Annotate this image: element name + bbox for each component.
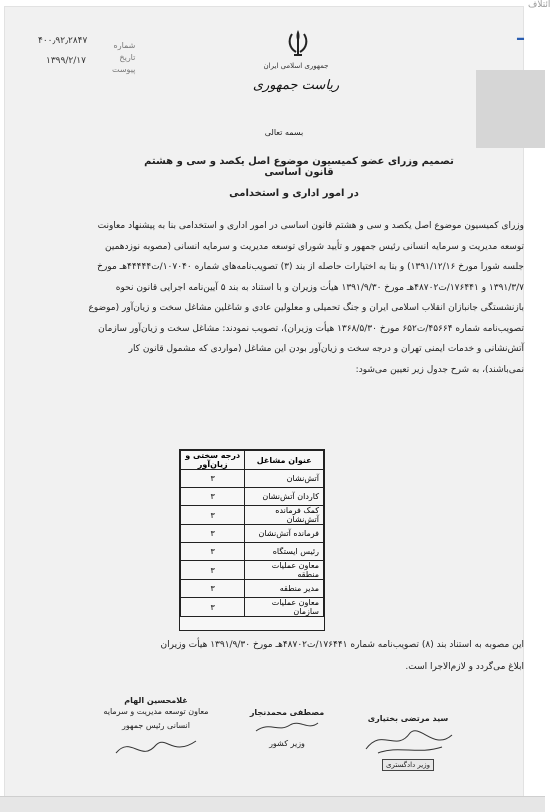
cell-job-title: کاردان آتش‌نشان [245, 488, 324, 506]
cell-degree: ۳ [181, 598, 245, 617]
cell-degree: ۳ [181, 525, 245, 543]
corner-label: ائتلاف [528, 0, 550, 10]
reference-labels [112, 40, 135, 76]
reference-number: ۴۰۰٫۹۲٫۲۸۴۷ [38, 36, 88, 46]
table-row [181, 488, 324, 506]
minus-mark[interactable]: – [516, 28, 525, 49]
label-attachment: پیوست [112, 65, 136, 74]
signer-role-line: وزیر کشور [269, 739, 305, 748]
closing-text [84, 634, 524, 678]
document-page [4, 6, 524, 798]
bism-heading: بسمه تعالی [264, 128, 304, 137]
signer-role-line: معاون توسعه مدیریت و سرمایه [103, 707, 209, 716]
header-degree: درجه سختی و زیان‌آور [181, 451, 245, 470]
signature-block-elham [96, 696, 216, 763]
table-row [181, 543, 324, 561]
cell-job-title: معاون عملیات سازمان [245, 598, 324, 617]
cell-degree: ۳ [181, 506, 245, 525]
label-number: شماره [113, 41, 136, 50]
table-row [181, 561, 324, 580]
table-row [181, 470, 324, 488]
presidency-title: ریاست جمهوری [252, 78, 340, 93]
cell-degree: ۳ [181, 543, 245, 561]
cell-degree: ۳ [181, 580, 245, 598]
cell-job-title: فرمانده آتش‌نشان [245, 525, 324, 543]
signer-name: مصطفی محمدنجار [249, 708, 325, 717]
bottom-bar [0, 796, 545, 812]
cell-degree: ۳ [181, 561, 245, 580]
cell-job-title: مدیر منطقه [245, 580, 324, 598]
cell-degree: ۳ [181, 470, 245, 488]
official-stamp: وزیر دادگستری [382, 759, 434, 771]
iran-emblem-icon [284, 28, 312, 58]
ministry-line: جمهوری اسلامی ایران [263, 62, 329, 70]
signature-block-bakhtiari [348, 714, 468, 771]
table-row [181, 525, 324, 543]
table-row [181, 506, 324, 525]
cell-degree: ۳ [181, 488, 245, 506]
handwritten-signature-icon [252, 717, 322, 735]
closing-line-1: این مصوبه به استناد بند (۸) تصویب‌نامه شماره ۱۷۶۴۴۱/ت۴۸۷۰۲هـ مورخ ۱۳۹۱/۹/۳۰ هیأت وزیران [160, 640, 524, 650]
jobs-table [180, 450, 324, 630]
table-header-row [181, 451, 324, 470]
table-row [181, 598, 324, 617]
signer-role-line: انسانی رئیس جمهور [122, 721, 190, 730]
reference-date: ۱۳۹۹/۲/۱۷ [46, 56, 86, 66]
signer-name: سید مرتضی بختیاری [367, 714, 449, 723]
cell-job-title: کمک فرمانده آتش‌نشان [245, 506, 324, 525]
table-row [181, 580, 324, 598]
signer-name: غلامحسین الهام [124, 696, 188, 705]
document-body-paragraph: وزرای کمیسیون موضوع اصل یکصد و سی و هشتم قانون اساسی در امور اداری و استخدامی بنا به پیشنهاد معاونت توسعه مدیریت و سرمایه انسانی رئیس جمهور و تأیید شورای توسعه مدیریت و سرمایه انسانی (مصوبه نوزدهمین جلسه شورا مورخ ۱۳۹۱/۱۲/۱۶) و بنا به اختیارات حاصله از بند (۳) تصویب‌نامه‌های شماره ۱۰۷۰۴۰/ت۴۴۴۴۴هـ مورخ ۱۳۹۱/۳/۷ و ۱۷۶۴۴۱/ت۴۸۷۰۲هـ مورخ ۱۳۹۱/۹/۳۰ هیأت وزیران و با استناد به بند ۵ آیین‌نامه اجرایی قانون نحوه بازنشستگی جانبازان انقلاب اسلامی ایران و جنگ تحمیلی و معلولین عادی و شاغلین مشاغل سخت و زیان‌آور (موضوع تصویب‌نامه شماره ۴۵۶۶۴/ت۶۵۲ مورخ ۱۳۶۸/۵/۳۰ هیأت وزیران)، تصویب نمودند: مشاغل سخت و زیان‌آور سازمان آتش‌نشانی و خدمات ایمنی تهران و درجه سخت و زیان‌آور بودن این مشاغل (مواردی که مشمول قانون کار نمی‌باشند)، به شرح جدول زیر تعیین می‌شود: [88, 221, 524, 375]
header-job-title: عنوان مشاغل [245, 451, 324, 470]
cell-job-title: آتش‌نشان [245, 470, 324, 488]
cell-job-title: رئیس ایستگاه [245, 543, 324, 561]
jobs-table-grid [180, 450, 324, 617]
label-date: تاریخ [119, 53, 136, 62]
document-title-line1: تصمیم وزرای عضو کمیسیون موضوع اصل یکصد و سی و هشتم قانون اساسی [144, 156, 454, 178]
handwritten-signature-icon [111, 733, 201, 761]
handwritten-signature-icon [358, 723, 458, 757]
closing-line-2: ابلاغ می‌گردد و لازم‌الاجرا است. [405, 662, 524, 672]
document-title-line2: در امور اداری و استخدامی [229, 188, 359, 199]
cell-job-title: معاون عملیات منطقه [245, 561, 324, 580]
signature-block-najjar [242, 708, 332, 751]
overlay-panel [476, 70, 545, 148]
